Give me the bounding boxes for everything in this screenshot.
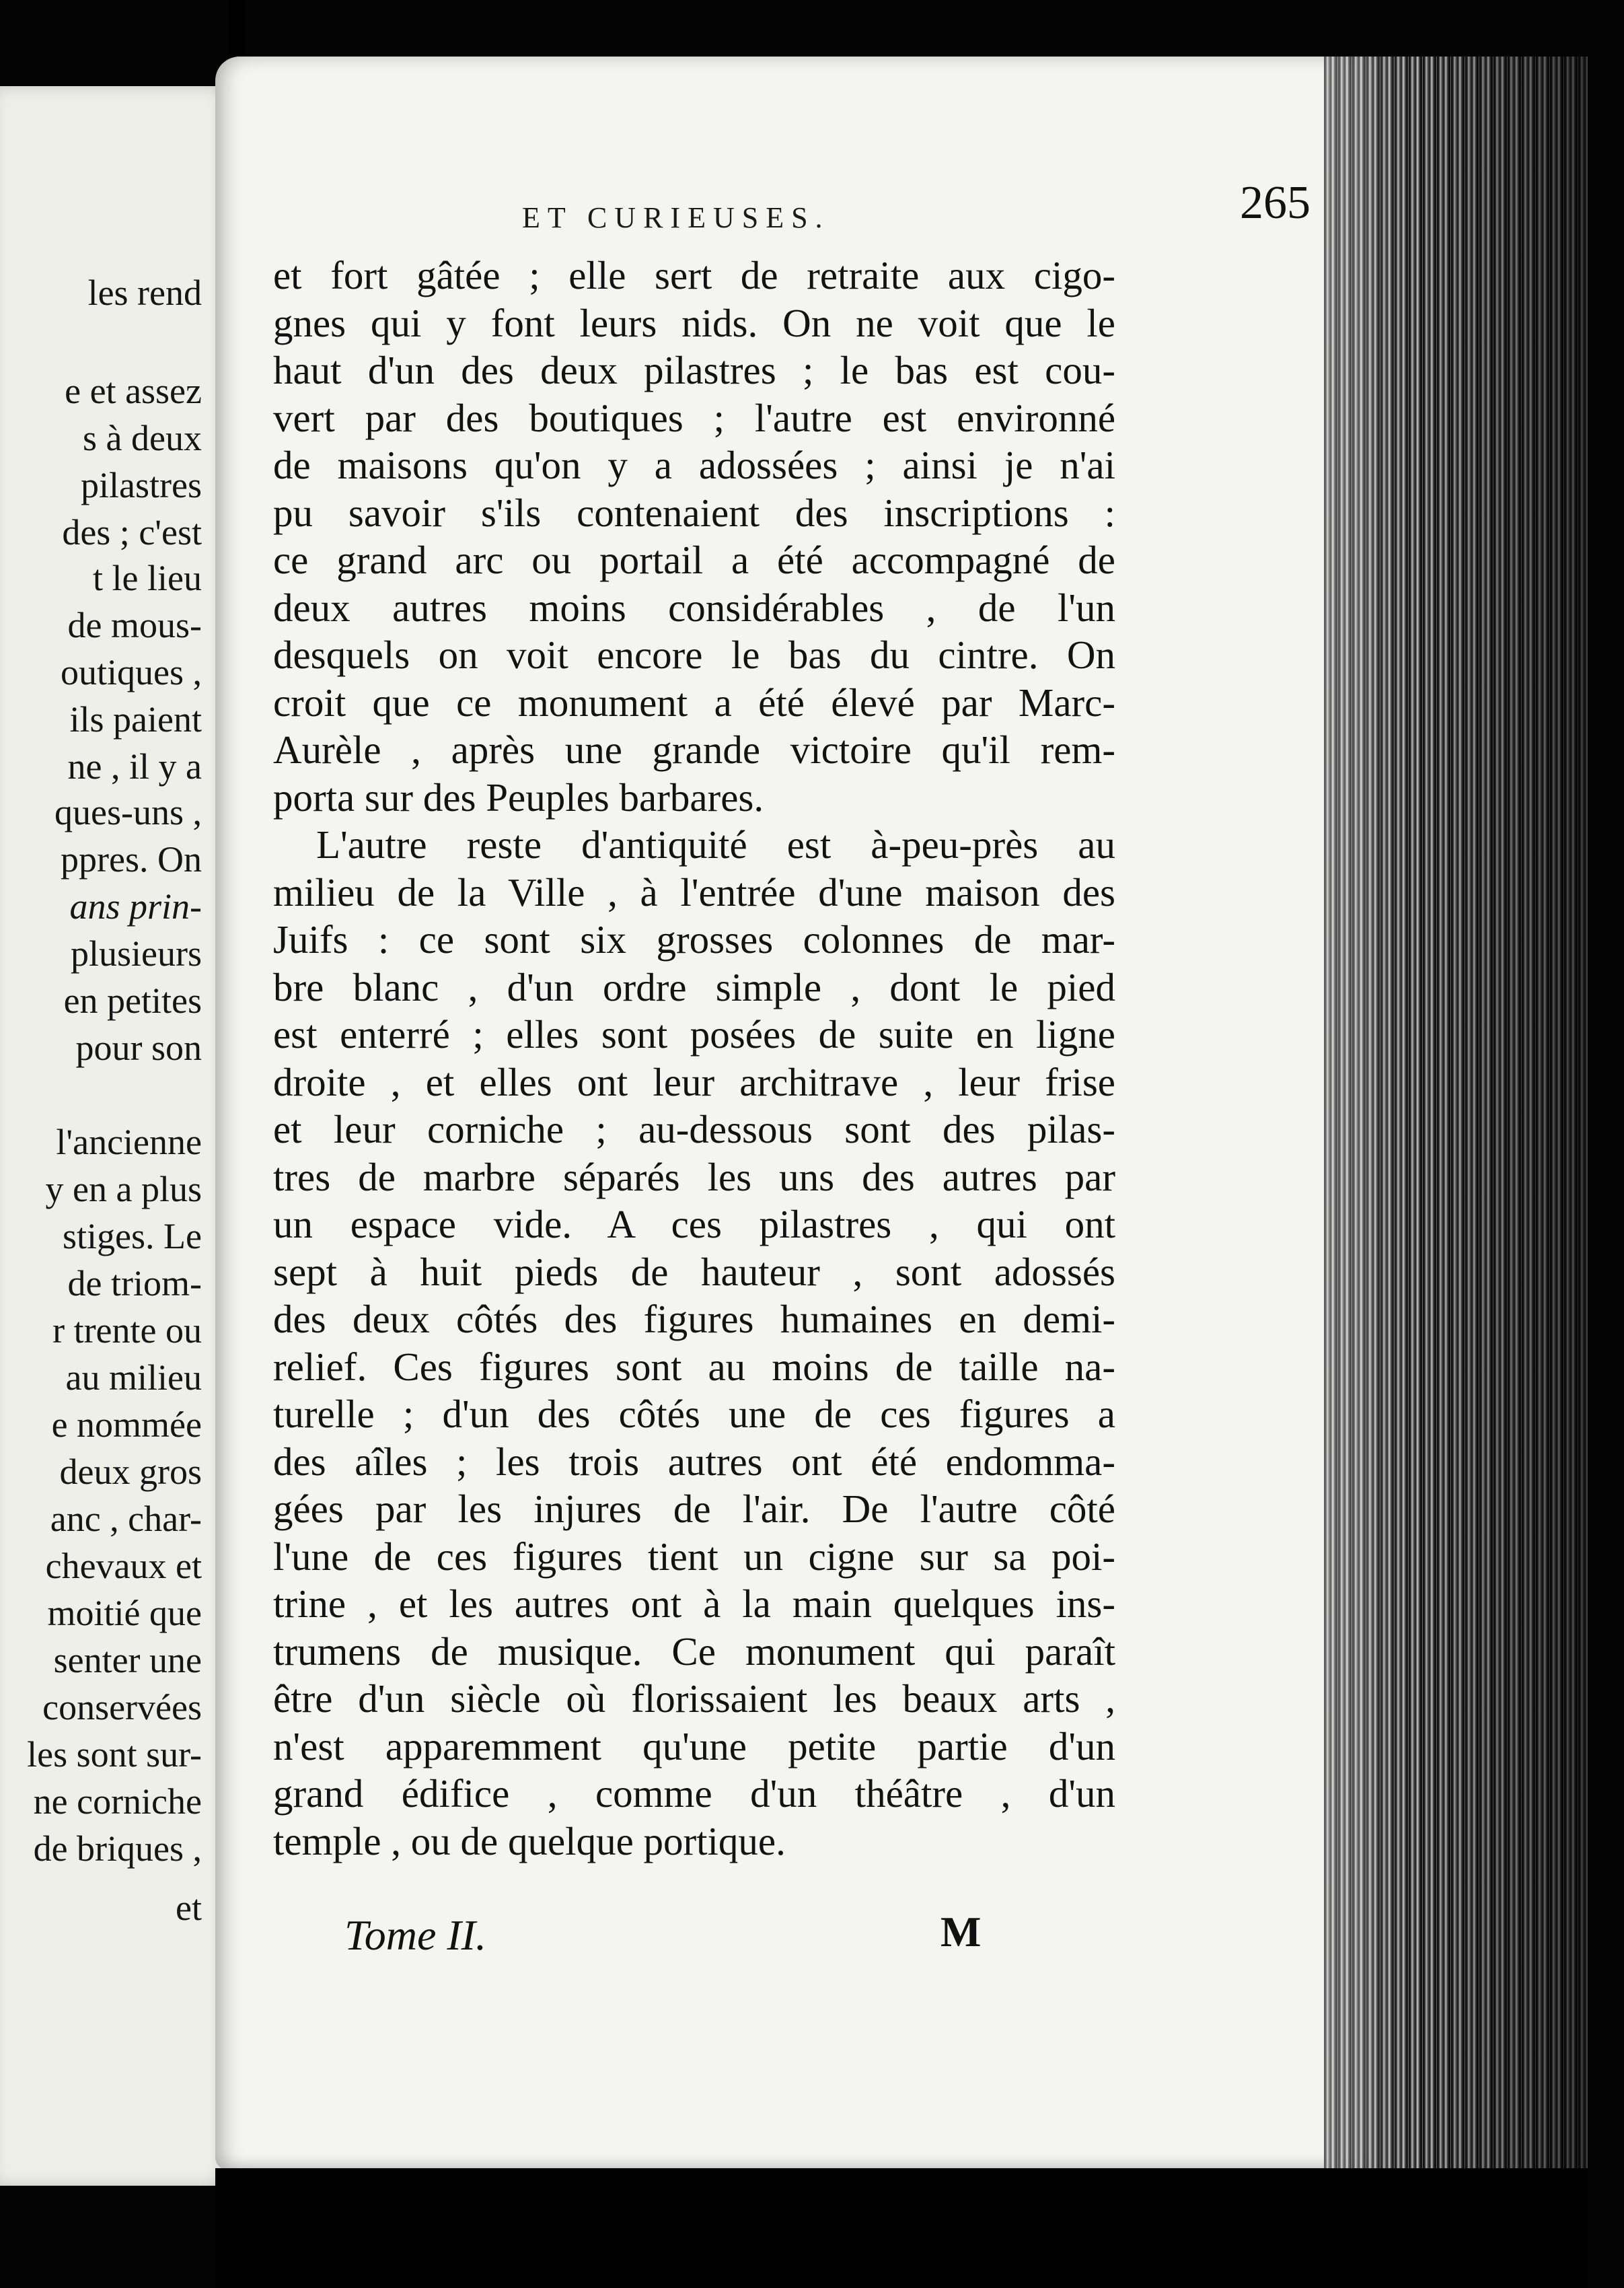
text-line: et fort gâtée ; elle sert de retraite aux cigo- — [273, 253, 1115, 297]
text-line: un espace vide. A ces pilastres , qui ont — [273, 1202, 1115, 1246]
page-edges-shadow — [1324, 57, 1588, 2170]
left-page-line: ils paient — [69, 699, 202, 740]
left-page-line: chevaux et — [45, 1546, 202, 1586]
text-line: deux autres moins considérables , de l'un — [273, 585, 1115, 630]
left-page-line: t le lieu — [93, 558, 202, 598]
left-page-line: au milieu — [65, 1357, 202, 1398]
text-line: desquels on voit encore le bas du cintre. On — [273, 633, 1115, 677]
text-line: droite , et elles ont leur architrave , leur frise — [273, 1059, 1115, 1104]
text-line: sept à huit pieds de hauteur , sont adossés — [273, 1249, 1115, 1294]
text-line: Juifs : ce sont six grosses colonnes de mar- — [273, 917, 1115, 962]
text-line: relief. Ces figures sont au moins de taille na- — [273, 1344, 1115, 1389]
text-line: tres de marbre séparés les uns des autres par — [273, 1154, 1115, 1199]
text-line: n'est apparemment qu'une petite partie d'un — [273, 1723, 1115, 1768]
body-text — [273, 252, 1115, 1865]
bottom-shadow — [215, 2168, 1588, 2288]
left-page-line: ans prin- — [69, 886, 202, 927]
left-page-line: des ; c'est — [62, 512, 202, 552]
text-line: trumens de musique. Ce monument qui paraît — [273, 1629, 1115, 1674]
text-line: Aurèle , après une grande victoire qu'il rem- — [273, 727, 1115, 772]
left-page-line: y en a plus — [45, 1169, 202, 1209]
left-page-line: l'ancienne — [56, 1122, 202, 1162]
text-line: haut d'un des deux pilastres ; le bas est cou- — [273, 348, 1115, 392]
left-page-line: pour son — [75, 1028, 202, 1068]
right-page — [215, 57, 1372, 2170]
left-page — [0, 86, 229, 2186]
text-line: pu savoir s'ils contenaient des inscriptions : — [273, 490, 1115, 535]
text-line: croit que ce monument a été élevé par Marc- — [273, 680, 1115, 725]
left-page-line: en petites — [63, 980, 202, 1021]
text-line: de maisons qu'on y a adossées ; ainsi je n'ai — [273, 443, 1115, 487]
left-page-line: ques-uns , — [54, 792, 202, 832]
text-line: trine , et les autres ont à la main quelques ins- — [273, 1581, 1115, 1626]
text-line: et leur corniche ; au-dessous sont des pilas- — [273, 1107, 1115, 1151]
text-line: des deux côtés des figures humaines en demi- — [273, 1297, 1115, 1341]
left-page-line: ne corniche — [33, 1781, 202, 1822]
text-line: L'autre reste d'antiquité est à-peu-près au — [316, 822, 1115, 867]
left-page-line: de briques , — [33, 1828, 202, 1869]
running-head: ET CURIEUSES. — [522, 201, 830, 234]
left-page-line: deux gros — [59, 1452, 202, 1492]
left-page-line: ppres. On — [61, 839, 202, 880]
left-page-line: senter une — [53, 1640, 202, 1680]
text-line: l'une de ces figures tient un cigne sur sa poi- — [273, 1534, 1115, 1579]
text-line: porta sur des Peuples barbares. — [273, 775, 764, 820]
text-line: grand édifice , comme d'un théâtre , d'un — [273, 1771, 1115, 1816]
left-page-line: moitié que — [47, 1593, 202, 1633]
text-line: milieu de la Ville , à l'entrée d'une maison des — [273, 869, 1115, 915]
left-page-line: stiges. Le — [63, 1216, 202, 1256]
left-page-line: et — [176, 1888, 202, 1928]
left-page-line: de mous- — [67, 605, 202, 645]
left-page-line: conservées — [42, 1687, 202, 1727]
left-page-line: de triom- — [67, 1263, 202, 1303]
volume-signature: Tome II. — [344, 1911, 486, 1959]
left-page-line: e et assez — [65, 371, 202, 411]
left-page-line: r trente ou — [52, 1310, 202, 1351]
left-page-line: anc , char- — [50, 1499, 202, 1539]
text-line: est enterré ; elles sont posées de suite en ligne — [273, 1012, 1115, 1057]
text-line: ce grand arc ou portail a été accompagné de — [273, 538, 1115, 582]
text-line: bre blanc , d'un ordre simple , dont le pied — [273, 964, 1115, 1009]
left-page-line: les rend — [87, 273, 202, 313]
left-page-line: s à deux — [83, 418, 202, 458]
gathering-mark: M — [940, 1908, 982, 1956]
text-line: gnes qui y font leurs nids. On ne voit que le — [273, 300, 1115, 345]
text-line: être d'un siècle où florissaient les beaux arts , — [273, 1676, 1115, 1721]
text-line: des aîles ; les trois autres ont été endomma- — [273, 1439, 1115, 1484]
left-page-line: pilastres — [81, 465, 202, 505]
text-line: turelle ; d'un des côtés une de ces figures a — [273, 1392, 1115, 1436]
text-line: gées par les injures de l'air. De l'autre côté — [273, 1487, 1115, 1531]
left-page-line: e nommée — [51, 1404, 202, 1445]
text-line: vert par des boutiques ; l'autre est environné — [273, 395, 1115, 440]
text-line: temple , ou de quelque portique. — [273, 1818, 786, 1863]
page-number: 265 — [1240, 177, 1311, 229]
left-page-line: outiques , — [61, 652, 202, 692]
left-page-line: ne , il y a — [67, 746, 202, 787]
left-page-line: plusieurs — [71, 933, 202, 974]
left-page-line: les sont sur- — [27, 1734, 202, 1775]
